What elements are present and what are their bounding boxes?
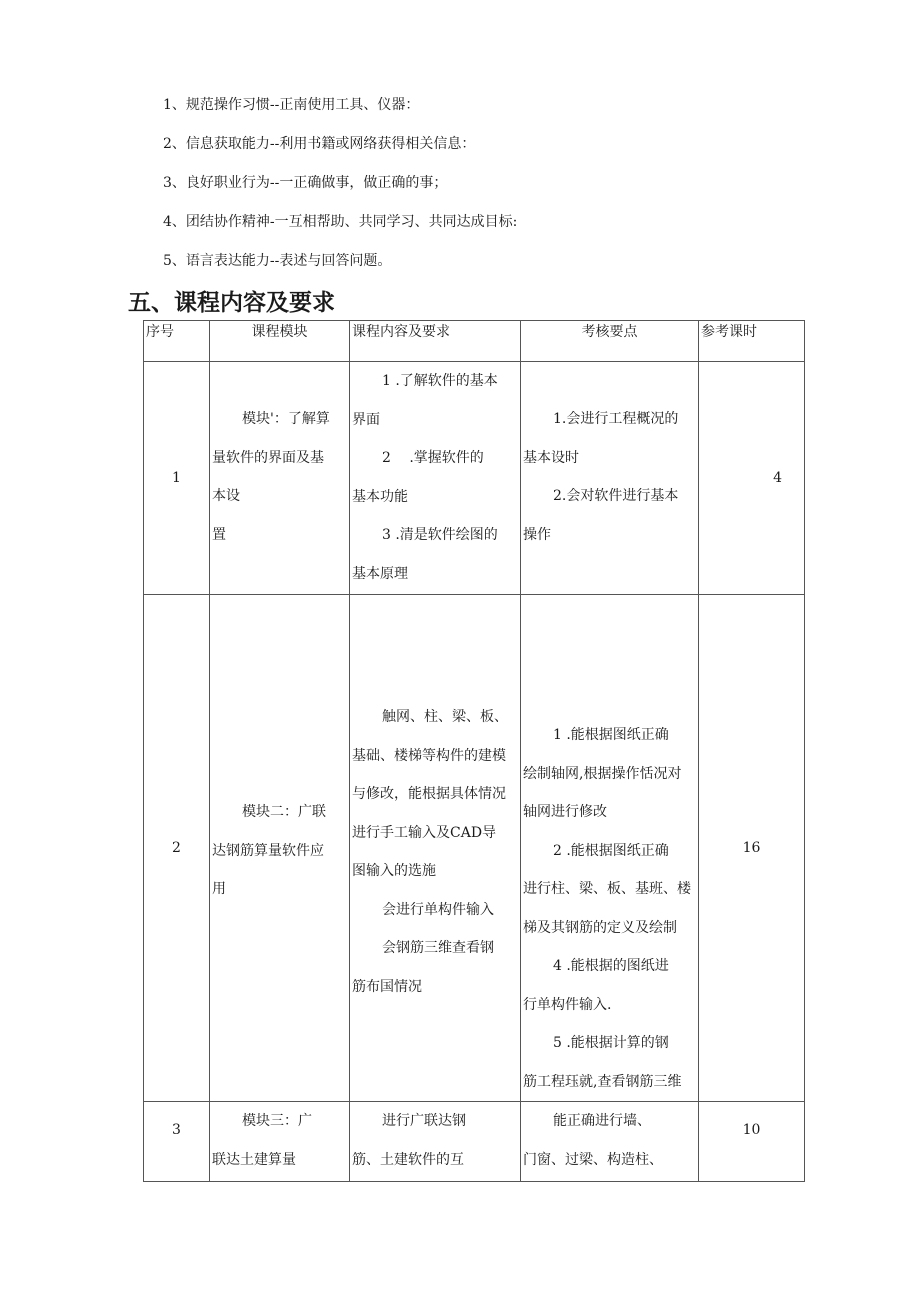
module-line: 模块二：广联 [242, 804, 326, 820]
module-cell [210, 1102, 350, 1182]
points-line: 进行柱、梁、板、基班、楼 [523, 881, 691, 897]
points-line: 5 .能根据计算的钢 [553, 1035, 669, 1051]
content-line: 触网、柱、梁、板、 [382, 709, 508, 725]
content-line: 会进行单构件输入 [382, 901, 494, 918]
header-seq: 序号 [144, 321, 210, 362]
points-line: 轴网进行修改 [523, 804, 607, 820]
course-table [143, 320, 805, 1182]
table-row [144, 362, 805, 595]
module-cell [210, 595, 350, 1102]
points-cell [521, 1102, 699, 1182]
points-line: 1.会进行工程概况的 [553, 411, 679, 427]
row-number: 2 [144, 595, 210, 1102]
points-line: 门窗、过梁、构造柱、 [523, 1151, 663, 1168]
header-hours: 参考课时 [699, 321, 805, 362]
points-line: 绘制轴网,根据操作恬况对 [523, 765, 682, 782]
hours-cell: 4 [699, 362, 805, 595]
content-cell [350, 362, 521, 595]
content-line: 筋、土建软件的互 [352, 1151, 464, 1168]
content-line: 与修改，能根据具体情况 [352, 786, 506, 802]
content-line: 基础、楼梯等构件的建模 [352, 747, 506, 764]
content-line: 界面 [352, 411, 380, 428]
list-item: 1、规范操作习惯--正南使用工具、仪器： [163, 97, 420, 113]
points-cell [521, 362, 699, 595]
module-line: 量软件的界面及基 [212, 449, 324, 466]
module-cell [210, 362, 350, 595]
module-line: 模块'：了解算 [242, 411, 330, 427]
content-line: 会钢筋三维查看钢 [382, 940, 494, 956]
content-line: 图输入的选施 [352, 863, 436, 879]
row-number: 1 [144, 362, 210, 595]
content-line: 进行广联达钢 [382, 1113, 466, 1129]
hours-cell: 16 [699, 595, 805, 1102]
points-line: 2.会对软件进行基本 [553, 488, 679, 504]
content-line: 基本功能 [352, 488, 408, 505]
content-cell [350, 595, 521, 1102]
points-cell [521, 595, 699, 1102]
points-line: 4 .能根据的图纸进 [553, 958, 669, 974]
table-row [144, 1102, 805, 1182]
module-line: 达钢筋算量软件应 [212, 842, 324, 859]
points-line: 2 .能根据图纸正确 [553, 842, 669, 859]
row-number: 3 [144, 1102, 210, 1182]
module-line: 模块三：广 [242, 1113, 312, 1129]
module-line: 联达土建算量 [212, 1151, 296, 1168]
content-line: 筋布国情况 [352, 978, 422, 995]
points-line: 行单构件输入. [523, 996, 612, 1013]
list-item: 3、良好职业行为--一正确做事，做正确的事； [163, 175, 448, 191]
section-title: 五、课程内容及要求 [128, 290, 335, 316]
table-header-row [144, 321, 805, 362]
header-content: 课程内容及要求 [350, 321, 521, 362]
header-points: 考核要点 [521, 321, 699, 362]
header-module: 课程模块 [210, 321, 350, 362]
points-line: 能正确进行墙、 [553, 1113, 651, 1129]
module-line: 置 [212, 526, 226, 543]
list-item: 2、信息获取能力--利用书籍或网络获得相关信息： [163, 136, 476, 152]
hours-cell: 10 [699, 1102, 805, 1182]
content-line: 1 .了解软件的基本 [382, 373, 498, 389]
list-item: 4、团结协作精神-一互相帮助、共同学习、共同达成目标: [163, 214, 518, 230]
ability-list [163, 95, 517, 290]
content-line: 基本原理 [352, 565, 408, 582]
list-item: 5、语言表达能力--表述与回答问题。 [163, 253, 392, 269]
content-line: 3 .清是软件绘图的 [382, 527, 498, 543]
points-line: 基本设时 [523, 449, 579, 466]
table-row [144, 595, 805, 1102]
content-line: 进行手工输入及CAD导 [352, 824, 497, 841]
points-line: 1 .能根据图纸正确 [553, 727, 669, 743]
points-line: 操作 [523, 526, 551, 543]
points-line: 筋工程珏就,查看钢筋三维 [523, 1073, 682, 1090]
content-cell [350, 1102, 521, 1182]
content-line: 2 .掌握软件的 [382, 450, 484, 466]
points-line: 梯及其钢筋的定义及绘制 [523, 919, 677, 936]
module-line: 用 [212, 881, 226, 897]
module-line: 本设 [212, 488, 240, 504]
